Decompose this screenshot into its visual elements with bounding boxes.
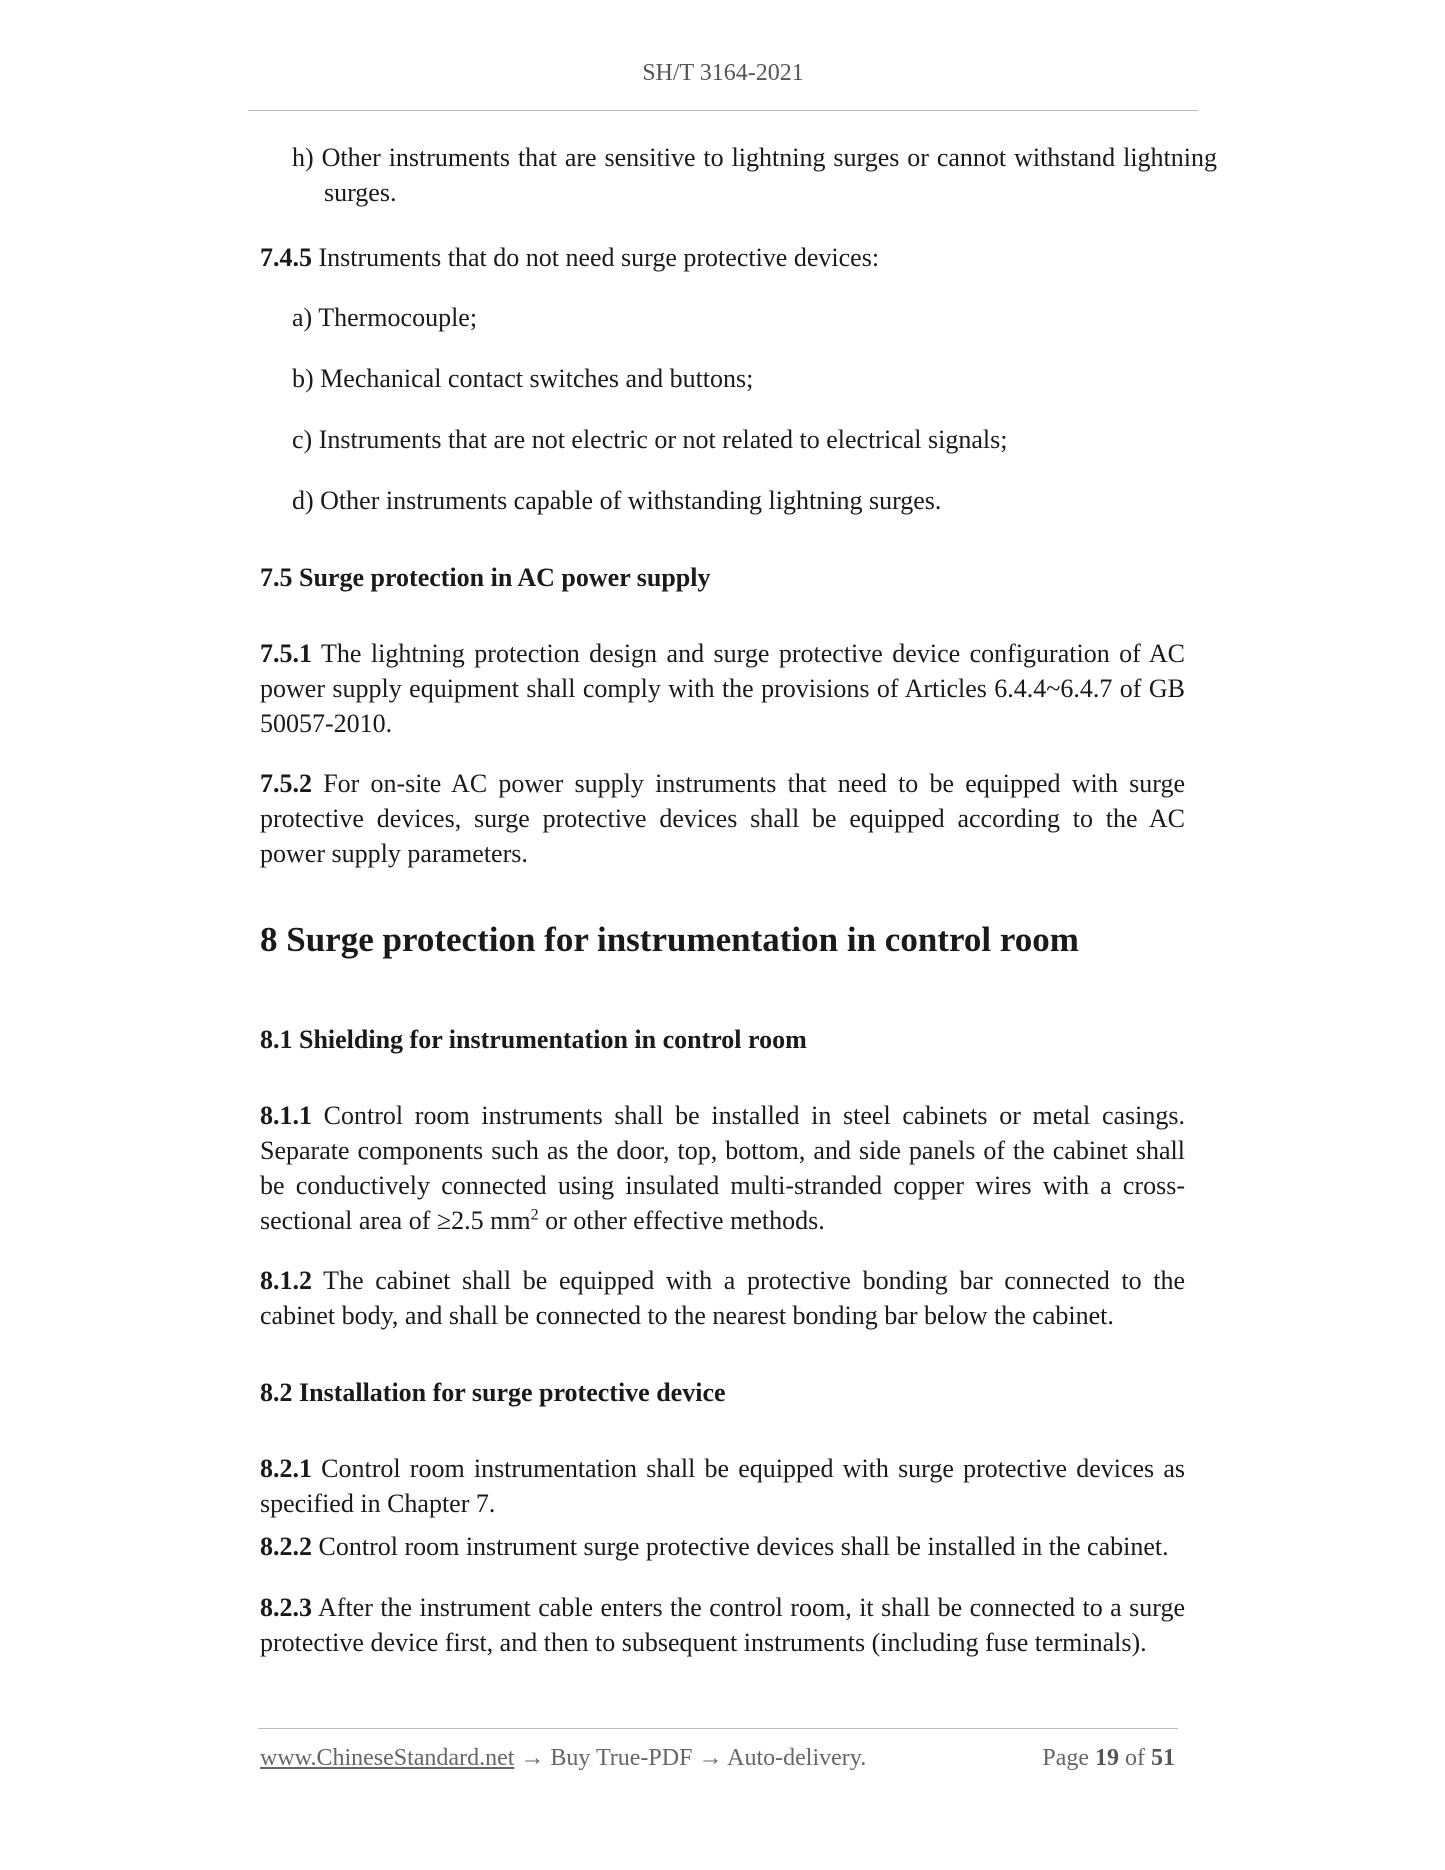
arrow-icon: →: [692, 1745, 728, 1771]
list-item-a: a) Thermocouple;: [292, 303, 478, 332]
clause-number: 7.5.1: [260, 639, 312, 668]
footer-step-delivery: Auto-delivery.: [727, 1745, 867, 1771]
list-item-b: b) Mechanical contact switches and buttons;: [292, 364, 754, 393]
clause-text: After the instrument cable enters the control room, it shall be connected to a surge protective device first, and then to subsequent instruments (including fuse terminals).: [260, 1593, 1185, 1657]
arrow-icon: →: [514, 1745, 551, 1771]
clause-text: Instruments that do not need surge protective devices:: [312, 243, 880, 272]
clause-number: 8.2.3: [260, 1593, 312, 1622]
clause-text: For on-site AC power supply instruments that need to be equipped with surge protective devices, surge protective devices shall be equipped according to the AC power supply parameters.: [260, 769, 1185, 868]
clause-text: Control room instrument surge protective devices shall be installed in the cabinet.: [312, 1532, 1169, 1561]
section-heading-8-1: 8.1 Shielding for instrumentation in control room: [260, 1025, 807, 1054]
clause-number: 8.2.2: [260, 1532, 312, 1561]
list-item-d: d) Other instruments capable of withstanding lightning surges.: [292, 486, 942, 515]
clause-7-4-5: [260, 240, 1185, 275]
page-indicator: [1042, 1745, 1175, 1772]
clause-text: Control room instrumentation shall be equipped with surge protective devices as specified in Chapter 7.: [260, 1454, 1185, 1518]
clause-text: Control room instruments shall be installed in steel cabinets or metal casings. Separate components such as the door, top, bottom, and side panels of the cabinet shall be conductively connected using insulated multi-stranded copper wires with a cross-sectional area of ≥2.5 mm: [260, 1101, 1185, 1235]
section-heading-8-2: 8.2 Installation for surge protective device: [260, 1378, 726, 1407]
clause-number: 8.2.1: [260, 1454, 312, 1483]
chapter-heading-8: 8 Surge protection for instrumentation in control room: [260, 920, 1079, 959]
list-item-h: h) Other instruments that are sensitive to lightning surges or cannot withstand lightning surges.: [292, 143, 1217, 207]
footer-divider: [258, 1728, 1178, 1729]
page-total: 51: [1151, 1745, 1175, 1771]
clause-8-2-2: [260, 1529, 1185, 1564]
clause-number: 7.5.2: [260, 769, 312, 798]
of-label: of: [1125, 1745, 1145, 1771]
page-footer: [260, 1745, 1175, 1772]
clause-7-5-2: [260, 766, 1185, 871]
section-heading-7-5: 7.5 Surge protection in AC power supply: [260, 563, 711, 592]
running-header: SH/T 3164-2021: [642, 60, 804, 86]
clause-8-1-1: [260, 1098, 1185, 1238]
list-item-c: c) Instruments that are not electric or not related to electrical signals;: [292, 425, 1008, 454]
clause-7-5-1: [260, 636, 1185, 741]
clause-number: 8.1.1: [260, 1101, 312, 1130]
page-label: Page: [1042, 1745, 1089, 1771]
website-link[interactable]: www.ChineseStandard.net: [260, 1745, 515, 1771]
superscript: 2: [530, 1206, 539, 1224]
clause-number: 8.1.2: [260, 1266, 312, 1295]
page-number: 19: [1095, 1745, 1119, 1771]
clause-number: 7.4.5: [260, 243, 312, 272]
footer-step-buy: Buy True-PDF: [550, 1745, 693, 1771]
clause-8-2-1: [260, 1451, 1185, 1521]
clause-text: The lightning protection design and surge protective device configuration of AC power supply equipment shall comply with the provisions of Articles 6.4.4~6.4.7 of GB 50057-2010.: [260, 639, 1185, 738]
clause-text: The cabinet shall be equipped with a protective bonding bar connected to the cabinet body, and shall be connected to the nearest bonding bar below the cabinet.: [260, 1266, 1185, 1330]
clause-8-1-2: [260, 1263, 1185, 1333]
clause-8-2-3: [260, 1590, 1185, 1660]
clause-text-end: or other effective methods.: [538, 1206, 825, 1235]
header-divider: [248, 110, 1198, 111]
